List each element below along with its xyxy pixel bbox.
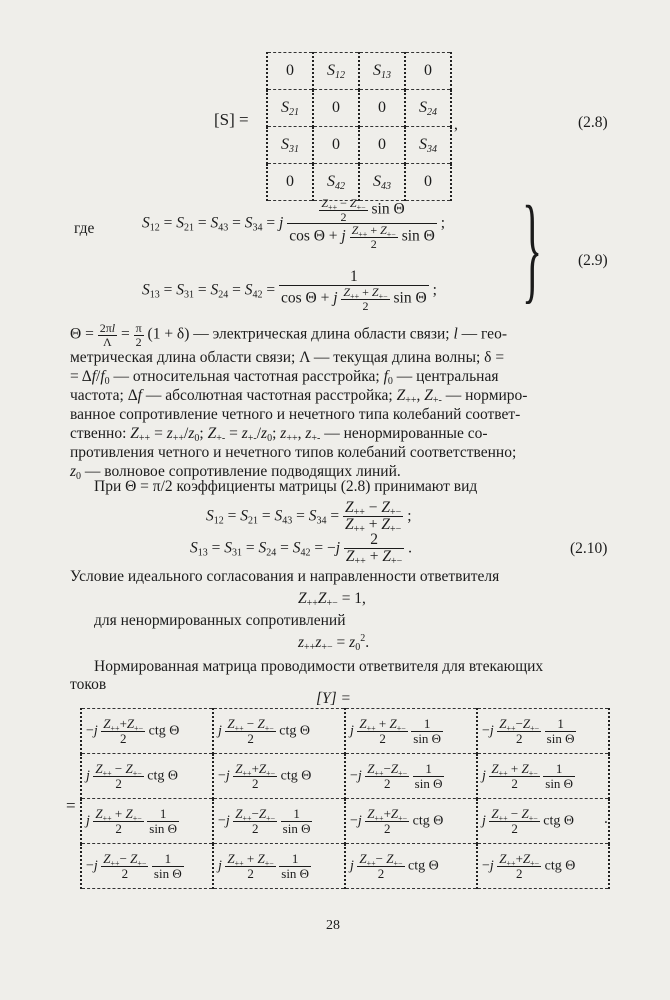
eq-2-9-line2: $S_{13} = S_{31} = S_{24} = S_{42}$ = 1 cos Θ + j $\frac{Z_{++} + Z_{+-}}{2}$ sin Θ ; [142,268,437,313]
y-matrix-label: [Y] = [316,690,352,707]
right-brace-icon: } [522,181,543,314]
y-cell: j $\frac{Z_{++}- Z_{+-}}{2}$ ctg Θ [345,844,477,889]
y-cell: j $\frac{Z_{++} + Z_{+-}}{2}$ $\frac{1}{\text{sin Θ}}$ [81,799,213,844]
y-cell: −j $\frac{Z_{++}-Z_{+-}}{2}$ $\frac{1}{\text{sin Θ}}$ [345,754,477,799]
s-cell: 0 [313,90,359,127]
theta-paragraph: При Θ = π/2 коэффициенты матрицы (2.8) принимают вид [94,478,478,495]
eq-2-8-number: (2.8) [578,114,608,131]
s-cell: $S_{13}$ [359,53,405,90]
s-cell: 0 [313,127,359,164]
admittance-paragraph: Нормированная матрица проводимости ответвителя для втекающих [94,658,544,675]
definitions-paragraph: Θ = $\frac{2\pi l}{\Lambda}$ = $\frac{\pi}{2}$ (1 + δ) — электрическая длина области связи; l — гео- метрическая длина области связи; Λ — текущая длина волны; δ = = $\Delta f/f_0$ — относительная частотная расстройка; $f_0$ — центральная частота; Δf — абсолютная частотная расстройка; $Z_{++}$, $Z_{+-}$ — нормиро- ванное сопротивление четного и нечетного типа колебаний соответ- ственно: $Z_{++} = z_{++}/z_0$; $Z_{+-} = z_{+-}/z_0$; $z_{++}$, $z_{+-}$ — ненормированные со- противления четного и нечетного типов колебаний соответственно; $z_0$ — волновое сопротивление подводящих линий. [70,321,528,483]
eq-2-8-lhs: [S] = [214,110,249,129]
y-cell: −j $\frac{Z_{++}-Z_{+-}}{2}$ $\frac{1}{\text{sin Θ}}$ [477,709,609,754]
s-cell: 0 [405,53,451,90]
admittance-paragraph-cont: токов [70,676,107,693]
eq-2-9-fraction-2: 1 cos Θ + j $\frac{Z_{++} + Z_{+-}}{2}$ sin Θ [281,268,427,313]
eq-2-9-number: (2.9) [578,252,608,269]
s-matrix [266,52,452,201]
matching-paragraph: Условие идеального согласования и направленности ответвителя [70,568,500,585]
y-cell: j $\frac{Z_{++} - Z_{+-}}{2}$ ctg Θ [81,754,213,799]
y-matrix-period: . [604,810,608,827]
y-cell: j $\frac{Z_{++} - Z_{+-}}{2}$ ctg Θ [213,709,345,754]
s-cell: $S_{24}$ [405,90,451,127]
eq-2-10-line1: $S_{12} = S_{21} = S_{43} = S_{34}$ = $\frac{Z_{++} - Z_{+-}}{Z_{++} + Z_{+-}}$ ; [206,499,412,536]
s-cell: 0 [359,90,405,127]
eq-2-10-line2: $S_{13} = S_{31} = S_{24} = S_{42} = -j$ $\frac{2}{Z_{++} + Z_{+-}}$ . [190,531,412,568]
y-cell: −j $\frac{Z_{++}-Z_{+-}}{2}$ $\frac{1}{\text{sin Θ}}$ [213,799,345,844]
where-word: где [74,220,95,237]
eq-2-8-comma: , [454,116,458,133]
y-matrix [80,708,610,889]
y-cell: −j $\frac{Z_{++}- Z_{+-}}{2}$ $\frac{1}{\text{sin Θ}}$ [81,844,213,889]
y-cell: j $\frac{Z_{++} - Z_{+-}}{2}$ ctg Θ [477,799,609,844]
eq-matching-2: $z_{++}z_{+-} = z_0^2$. [298,632,370,653]
y-cell: j $\frac{Z_{++} + Z_{+-}}{2}$ $\frac{1}{\text{sin Θ}}$ [345,709,477,754]
y-cell: −j $\frac{Z_{++}+Z_{+-}}{2}$ ctg Θ [345,799,477,844]
y-cell: j $\frac{Z_{++} + Z_{+-}}{2}$ $\frac{1}{\text{sin Θ}}$ [477,754,609,799]
eq-2-10-number: (2.10) [570,540,608,557]
eq-matching: $Z_{++}Z_{+-} = 1$, [298,590,366,609]
s-cell: $S_{21}$ [267,90,313,127]
y-cell: j $\frac{Z_{++} + Z_{+-}}{2}$ $\frac{1}{\text{sin Θ}}$ [213,844,345,889]
s-cell: $S_{43}$ [359,164,405,201]
s-cell: $S_{42}$ [313,164,359,201]
y-cell: −j $\frac{Z_{++}+Z_{+-}}{2}$ ctg Θ [477,844,609,889]
y-cell: −j $\frac{Z_{++}+Z_{+-}}{2}$ ctg Θ [213,754,345,799]
eq-2-9-fraction-1: $\frac{Z_{++} - Z_{+-}}{2}$ sin Θ cos Θ + j $\frac{Z_{++} + Z_{+-}}{2}$ sin Θ [289,196,435,251]
y-cell: −j $\frac{Z_{++}+Z_{+-}}{2}$ ctg Θ [81,709,213,754]
s-cell: $S_{31}$ [267,127,313,164]
y-matrix-equals: = [66,796,76,815]
s-cell: 0 [267,53,313,90]
s-cell: 0 [267,164,313,201]
s-cell: 0 [405,164,451,201]
page-number: 28 [326,918,340,933]
s-cell: 0 [359,127,405,164]
s-cell: $S_{12}$ [313,53,359,90]
eq-2-9-line1: $S_{12} = S_{21} = S_{43} = S_{34} = j$ $\frac{Z_{++} - Z_{+-}}{2}$ sin Θ cos Θ + j $\frac{Z_{++} + Z_{+-}}{2}$ sin Θ ; [142,196,446,251]
s-cell: $S_{34}$ [405,127,451,164]
unnormalized-paragraph: для ненормированных сопротивлений [94,612,346,629]
